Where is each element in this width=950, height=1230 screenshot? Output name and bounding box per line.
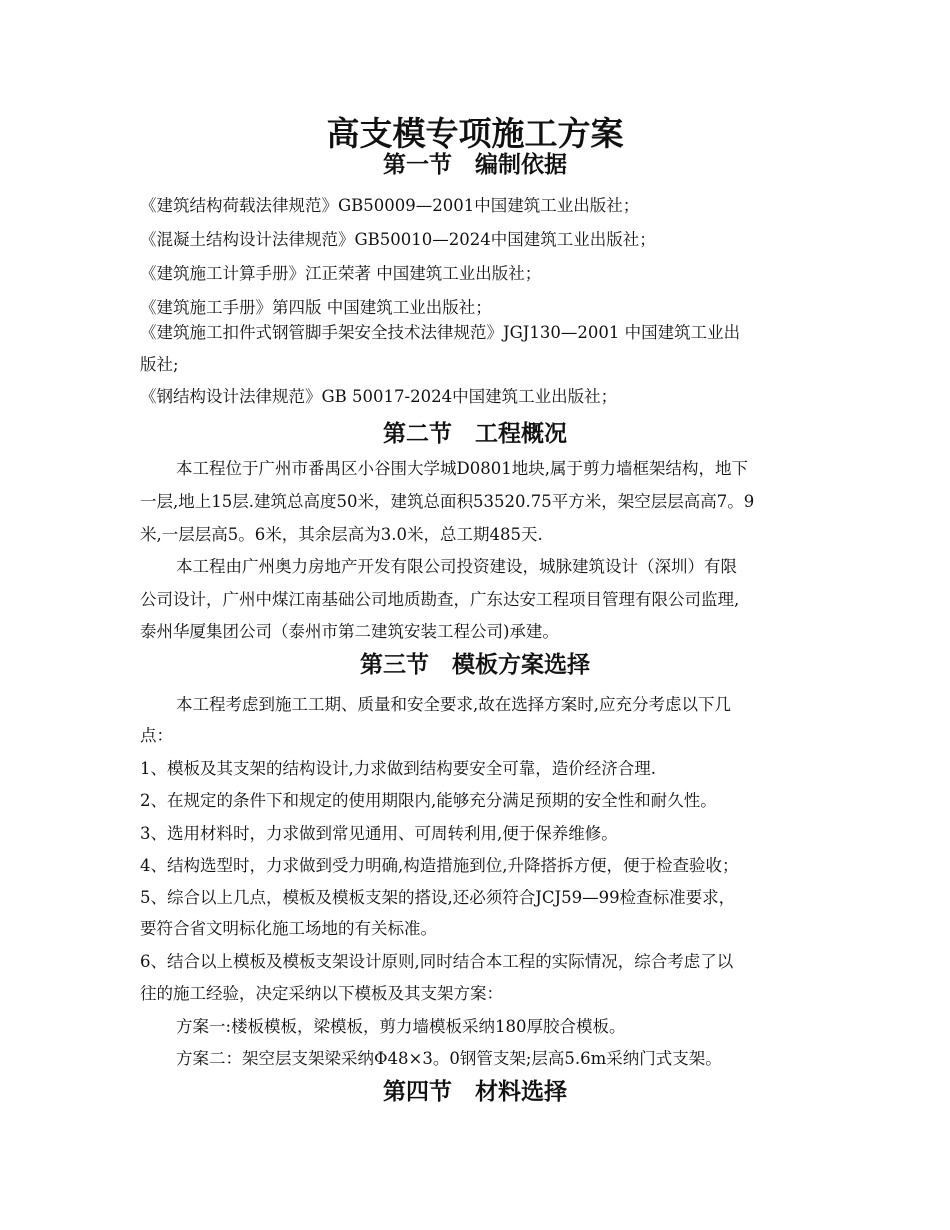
reference-line: 《钢结构设计法律规范》GB 50017-2024中国建筑工业出版社； bbox=[140, 387, 618, 406]
list-item: 要符合省文明标化施工场地的有关标准。 bbox=[140, 919, 437, 938]
list-item: 往的施工经验，决定采纳以下模板及其支架方案： bbox=[140, 984, 503, 1003]
paragraph-line: 点： bbox=[140, 726, 173, 745]
paragraph-line: 本工程位于广州市番禺区小谷围大学城D0801地块,属于剪力墙框架结构，地下 bbox=[176, 459, 748, 478]
reference-line: 《建筑施工扣件式钢管脚手架安全技术法律规范》JGJ130—2001 中国建筑工业出 bbox=[140, 323, 741, 342]
list-item: 5、综合以上几点，模板及模板支架的搭设,还必须符合JCJ59—99检查标准要求， bbox=[140, 888, 736, 907]
paragraph-line: 泰州华厦集团公司（泰州市第二建筑安装工程公司)承建。 bbox=[140, 622, 559, 641]
list-item: 3、选用材料时，力求做到常见通用、可周转利用,便于保养维修。 bbox=[140, 824, 618, 843]
section-heading-1: 第一节 编制依据 bbox=[383, 151, 567, 178]
list-item: 6、结合以上模板及模板支架设计原则,同时结合本工程的实际情况，综合考虑了以 bbox=[140, 952, 734, 971]
section-heading-2: 第二节 工程概况 bbox=[383, 420, 567, 447]
plan-item: 方案一:楼板模板，梁模板，剪力墙模板采纳180厚胶合模板。 bbox=[176, 1017, 626, 1036]
document-title: 高支模专项施工方案 bbox=[326, 114, 624, 153]
list-item: 2、在规定的条件下和规定的使用期限内,能够充分满足预期的安全性和耐久性。 bbox=[140, 791, 717, 810]
reference-line: 《建筑施工计算手册》江正荣著 中国建筑工业出版社； bbox=[140, 264, 542, 283]
list-item: 1、模板及其支架的结构设计,力求做到结构要安全可靠，造价经济合理. bbox=[140, 759, 656, 778]
reference-line: 《建筑施工手册》第四版 中国建筑工业出版社； bbox=[140, 298, 492, 317]
paragraph-line: 公司设计，广州中煤江南基础公司地质勘查，广东达安工程项目管理有限公司监理, bbox=[140, 590, 740, 609]
reference-line: 版社; bbox=[140, 355, 179, 374]
paragraph-line: 米,一层层高5。6米，其余层高为3.0米，总工期485天. bbox=[140, 525, 543, 544]
paragraph-line: 一层,地上15层.建筑总高度50米，建筑总面积53520.75平方米，架空层层高高7。9 bbox=[140, 492, 755, 511]
plan-item: 方案二：架空层支架梁采纳Φ48×3。0钢管支架;层高5.6m采纳门式支架。 bbox=[176, 1049, 722, 1068]
reference-line: 《混凝土结构设计法律规范》GB50010—2024中国建筑工业出版社； bbox=[140, 230, 656, 249]
paragraph-line: 本工程考虑到施工工期、质量和安全要求,故在选择方案时,应充分考虑以下几 bbox=[176, 695, 731, 714]
reference-line: 《建筑结构荷载法律规范》GB50009—2001中国建筑工业出版社； bbox=[140, 196, 640, 215]
paragraph-line: 本工程由广州奥力房地产开发有限公司投资建设，城脉建筑设计（深圳）有限 bbox=[176, 557, 737, 576]
list-item: 4、结构选型时，力求做到受力明确,构造措施到位,升降搭拆方便，便于检查验收； bbox=[140, 856, 739, 875]
section-heading-3: 第三节 模板方案选择 bbox=[360, 651, 590, 678]
section-heading-4: 第四节 材料选择 bbox=[383, 1078, 567, 1105]
